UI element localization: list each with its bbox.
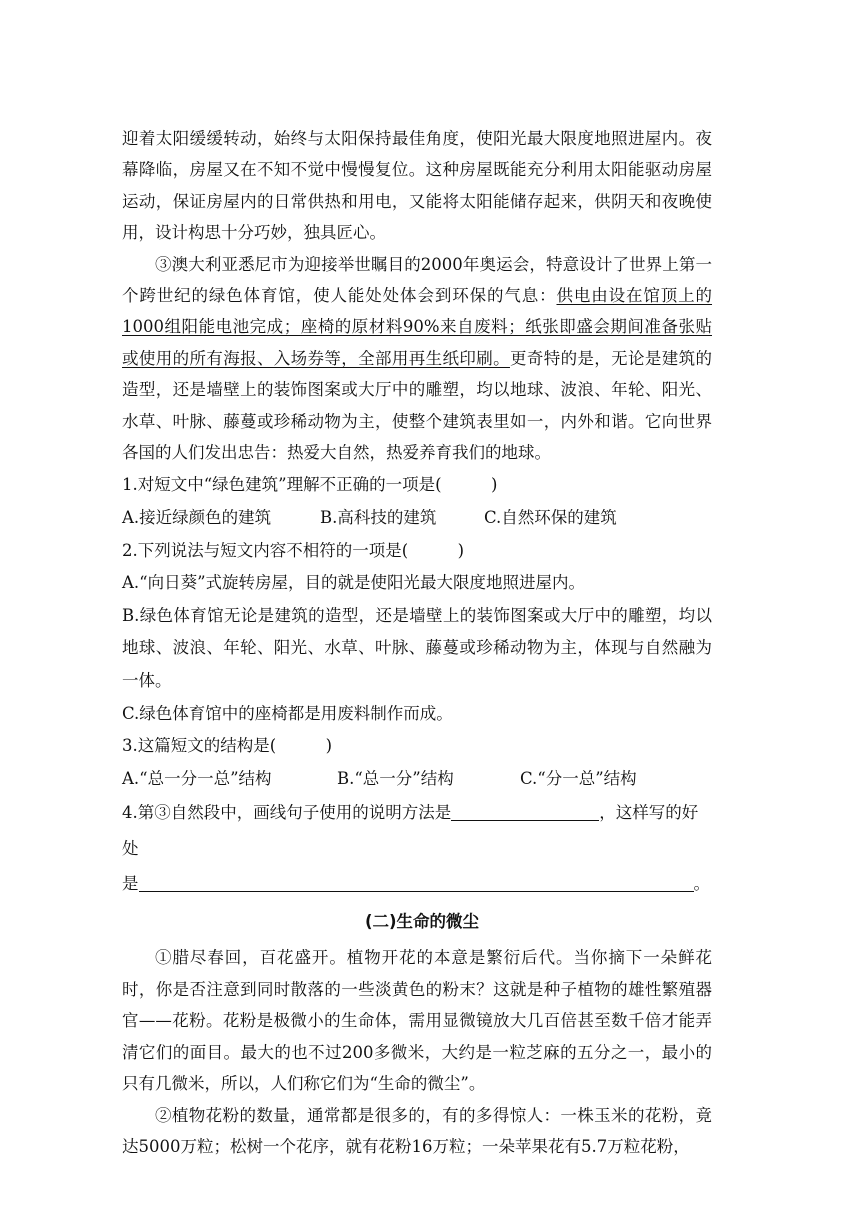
q3-option-a: A.“总一分一总”结构 <box>122 768 272 788</box>
q4-text-1: 4.第③自然段中，画线句子使用的说明方法是 <box>122 803 452 823</box>
passage2-paragraph-2: ②植物花粉的数量，通常都是很多的，有的多得惊人：一株玉米的花粉，竟达5000万粒；松树一个花序，就有花粉16万粒；一朵苹果花有5.7万粒花粉， <box>122 1105 712 1157</box>
question-4-line-2 <box>122 866 712 902</box>
question-4-line-1 <box>122 795 712 866</box>
q2-option-a: A.“向日葵”式旋转房屋，目的就是使阳光最大限度地照进屋内。 <box>122 573 586 593</box>
q4-text-end: 。 <box>693 874 710 894</box>
document-page <box>122 123 712 1163</box>
q4-answer-blank-1[interactable] <box>451 804 599 822</box>
q1-option-a: A.接近绿颜色的建筑 <box>122 508 272 528</box>
question-1: 1.对短文中“绿色建筑”理解不正确的一项是( ) <box>122 475 498 495</box>
q3-option-b: B.“总一分”结构 <box>337 768 454 788</box>
q2-option-c: C.绿色体育馆中的座椅都是用废料制作而成。 <box>122 703 453 723</box>
paragraph-3-start: ③澳大利亚悉尼市为迎接举世瞩目的2000年奥运会，特意设计了世界上第一个跨世纪的绿色体育馆，使人能处处体会到环保的气息： <box>122 254 712 306</box>
paragraph-3-end: 更奇特的是，无论是建筑的造型，还是墙壁上的装饰图案或大厅中的雕塑，均以地球、波浪、年轮、阳光、水草、叶脉、藤蔓或珍稀动物为主，使整个建筑表里如一，内外和谐。它向世界各国的人们发出忠告：热爱大自然，热爱养育我们的地球。 <box>122 348 713 463</box>
question-3: 3.这篇短文的结构是( ) <box>122 736 333 756</box>
question-2: 2.下列说法与短文内容不相符的一项是( ) <box>122 540 465 560</box>
q3-option-c: C.“分一总”结构 <box>520 768 637 788</box>
q1-option-c: C.自然环保的建筑 <box>484 508 617 528</box>
q1-option-b: B.高科技的建筑 <box>320 508 437 528</box>
underlined-sentence: 供电由设在馆顶上的1000组阳能电池完成；座椅的原材料90%来自废料；纸张即盛会期间准备张贴或使用的所有海报、入场券等，全部用再生纸印刷。 <box>122 286 713 368</box>
passage1-paragraph-3 <box>122 249 712 469</box>
passage1-paragraph-continued: 迎着太阳缓缓转动，始终与太阳保持最佳角度，使阳光最大限度地照进屋内。夜幕降临，房屋又在不知不觉中慢慢复位。这种房屋既能充分利用太阳能驱动房屋运动，保证房屋内的日常供热和用电，又能将太阳能储存起来，供阴天和夜晚使用，设计构思十分巧妙，独具匠心。 <box>122 129 712 243</box>
question-1-options <box>122 502 712 535</box>
q4-text-3: 是 <box>122 874 139 894</box>
q4-text-2: ，这样写的好处 <box>122 803 699 858</box>
passage2-paragraph-1: ①腊尽春回，百花盛开。植物开花的本意是繁衍后代。当你摘下一朵鲜花时，你是否注意到同时散落的一些淡黄色的粉末？这就是种子植物的雄性繁殖器官——花粉。花粉是极微小的生命体，需用显微镜放大几百倍甚至数千倍才能弄清它们的面目。最大的也不过200多微米，大约是一粒芝麻的五分之一，最小的只有几微米，所以，人们称它们为“生命的微尘”。 <box>122 947 712 1094</box>
q4-answer-blank-2[interactable] <box>139 875 694 893</box>
q2-option-b: B.绿色体育馆无论是建筑的造型，还是墙壁上的装饰图案或大厅中的雕塑，均以地球、波浪、年轮、阳光、水草、叶脉、藤蔓或珍稀动物为主，体现与自然融为一体。 <box>122 605 712 691</box>
question-3-options <box>122 763 712 796</box>
passage2-title: (二)生命的微尘 <box>364 911 480 931</box>
